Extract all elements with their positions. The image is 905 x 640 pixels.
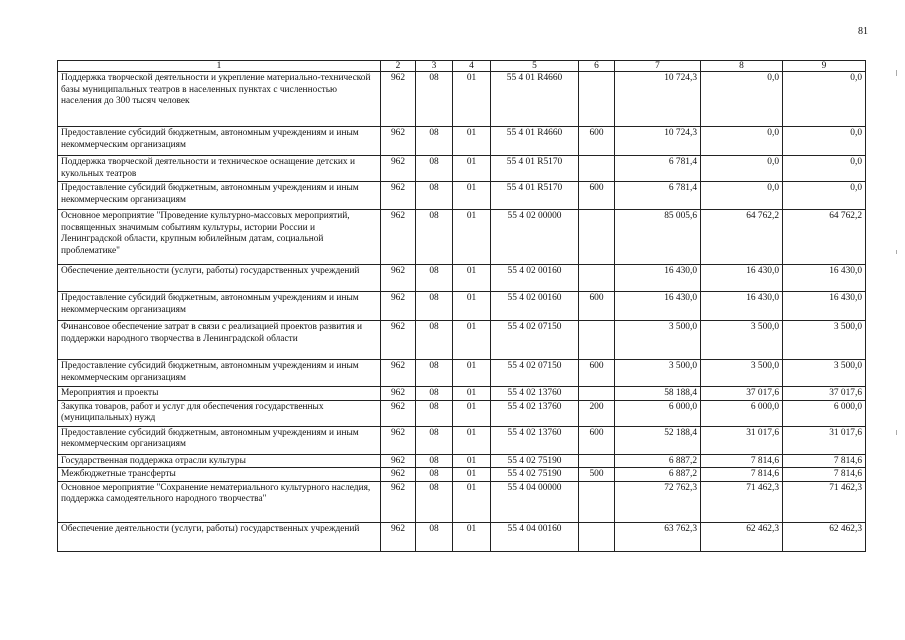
subsection-cell: 01 [453,210,491,265]
target-article-cell: 55 4 02 75190 [491,468,579,482]
amount-col7-cell: 10 724,3 [615,72,701,127]
subsection-cell: 01 [453,292,491,321]
row-name-cell: Обеспечение деятельности (услуги, работы) государственных учреждений [58,265,381,292]
row-name-cell: Межбюджетные трансферты [58,468,381,482]
section-cell: 08 [416,321,453,360]
amount-col8-cell: 71 462,3 [701,481,783,522]
amount-col7-cell: 6 781,4 [615,156,701,182]
amount-col7-cell: 52 188,4 [615,426,701,454]
expense-type-cell [579,321,615,360]
amount-col8-cell: 62 462,3 [701,522,783,551]
table-row [58,400,866,426]
table-row [58,360,866,387]
amount-col8-cell: 0,0 [701,127,783,156]
admin-code-cell: 962 [381,156,416,182]
table-row [58,182,866,210]
expense-type-cell [579,522,615,551]
admin-code-cell: 962 [381,292,416,321]
table-row [58,387,866,401]
row-name-cell: Закупка товаров, работ и услуг для обеспечения государственных (муниципальных) нужд [58,400,381,426]
expense-type-cell [579,210,615,265]
header-cell: 3 [416,61,453,72]
admin-code-cell: 962 [381,400,416,426]
expense-type-cell [579,481,615,522]
subsection-cell: 01 [453,321,491,360]
table-row [58,426,866,454]
amount-col8-cell: 3 500,0 [701,321,783,360]
section-cell: 08 [416,360,453,387]
admin-code-cell: 962 [381,522,416,551]
expense-type-cell: 600 [579,292,615,321]
admin-code-cell: 962 [381,468,416,482]
header-cell: 6 [579,61,615,72]
expense-type-cell [579,265,615,292]
admin-code-cell: 962 [381,210,416,265]
target-article-cell: 55 4 02 75190 [491,454,579,468]
amount-col7-cell: 72 762,3 [615,481,701,522]
table-row [58,156,866,182]
target-article-cell: 55 4 04 00160 [491,522,579,551]
section-cell: 08 [416,127,453,156]
table-row [58,72,866,127]
scan-edge-mark [896,70,897,76]
target-article-cell: 55 4 02 07150 [491,360,579,387]
amount-col8-cell: 31 017,6 [701,426,783,454]
subsection-cell: 01 [453,72,491,127]
row-name-cell: Обеспечение деятельности (услуги, работы) государственных учреждений [58,522,381,551]
subsection-cell: 01 [453,400,491,426]
header-cell: 4 [453,61,491,72]
target-article-cell: 55 4 01 R5170 [491,156,579,182]
amount-col8-cell: 64 762,2 [701,210,783,265]
amount-col8-cell: 16 430,0 [701,292,783,321]
scan-edge-mark [896,430,897,435]
target-article-cell: 55 4 02 13760 [491,400,579,426]
amount-col7-cell: 16 430,0 [615,265,701,292]
table-row [58,292,866,321]
amount-col9-cell: 16 430,0 [783,265,866,292]
target-article-cell: 55 4 02 13760 [491,387,579,401]
amount-col7-cell: 16 430,0 [615,292,701,321]
header-cell: 5 [491,61,579,72]
admin-code-cell: 962 [381,265,416,292]
amount-col9-cell: 7 814,6 [783,454,866,468]
target-article-cell: 55 4 02 13760 [491,426,579,454]
amount-col7-cell: 6 781,4 [615,182,701,210]
scan-edge-mark [896,250,897,254]
amount-col9-cell: 62 462,3 [783,522,866,551]
amount-col7-cell: 6 887,2 [615,468,701,482]
section-cell: 08 [416,182,453,210]
subsection-cell: 01 [453,265,491,292]
expense-type-cell: 600 [579,360,615,387]
section-cell: 08 [416,156,453,182]
amount-col9-cell: 6 000,0 [783,400,866,426]
amount-col7-cell: 63 762,3 [615,522,701,551]
amount-col8-cell: 0,0 [701,72,783,127]
header-row [58,61,866,72]
amount-col9-cell: 37 017,6 [783,387,866,401]
amount-col9-cell: 7 814,6 [783,468,866,482]
target-article-cell: 55 4 01 R4660 [491,72,579,127]
header-cell: 8 [701,61,783,72]
table-row [58,265,866,292]
amount-col7-cell: 6 887,2 [615,454,701,468]
section-cell: 08 [416,292,453,321]
page-number: 81 [858,26,868,37]
row-name-cell: Финансовое обеспечение затрат в связи с реализацией проектов развития и поддержки народного творчества в Ленинградской области [58,321,381,360]
row-name-cell: Предоставление субсидий бюджетным, автономным учреждениям и иным некоммерческим организациям [58,127,381,156]
subsection-cell: 01 [453,156,491,182]
subsection-cell: 01 [453,481,491,522]
amount-col8-cell: 6 000,0 [701,400,783,426]
target-article-cell: 55 4 01 R4660 [491,127,579,156]
row-name-cell: Предоставление субсидий бюджетным, автономным учреждениям и иным некоммерческим организациям [58,182,381,210]
subsection-cell: 01 [453,468,491,482]
amount-col9-cell: 0,0 [783,72,866,127]
section-cell: 08 [416,400,453,426]
admin-code-cell: 962 [381,321,416,360]
amount-col9-cell: 0,0 [783,182,866,210]
header-cell: 9 [783,61,866,72]
target-article-cell: 55 4 02 00160 [491,265,579,292]
admin-code-cell: 962 [381,127,416,156]
subsection-cell: 01 [453,360,491,387]
section-cell: 08 [416,454,453,468]
amount-col9-cell: 16 430,0 [783,292,866,321]
table-row [58,210,866,265]
table-row [58,522,866,551]
amount-col8-cell: 0,0 [701,156,783,182]
expense-type-cell: 500 [579,468,615,482]
header-cell: 2 [381,61,416,72]
amount-col8-cell: 7 814,6 [701,468,783,482]
budget-table [57,60,866,552]
expense-type-cell: 600 [579,182,615,210]
subsection-cell: 01 [453,182,491,210]
amount-col9-cell: 0,0 [783,156,866,182]
admin-code-cell: 962 [381,481,416,522]
admin-code-cell: 962 [381,387,416,401]
section-cell: 08 [416,426,453,454]
amount-col8-cell: 16 430,0 [701,265,783,292]
amount-col9-cell: 71 462,3 [783,481,866,522]
target-article-cell: 55 4 02 00000 [491,210,579,265]
header-cell: 1 [58,61,381,72]
amount-col7-cell: 6 000,0 [615,400,701,426]
section-cell: 08 [416,481,453,522]
section-cell: 08 [416,387,453,401]
target-article-cell: 55 4 04 00000 [491,481,579,522]
row-name-cell: Мероприятия и проекты [58,387,381,401]
amount-col8-cell: 3 500,0 [701,360,783,387]
row-name-cell: Поддержка творческой деятельности и укрепление материально-технической базы муниципальных театров в населенных пунктах с численностью населения до 300 тысяч человек [58,72,381,127]
expense-type-cell: 600 [579,426,615,454]
admin-code-cell: 962 [381,360,416,387]
target-article-cell: 55 4 02 00160 [491,292,579,321]
subsection-cell: 01 [453,127,491,156]
amount-col7-cell: 3 500,0 [615,321,701,360]
amount-col8-cell: 37 017,6 [701,387,783,401]
admin-code-cell: 962 [381,426,416,454]
table-row [58,481,866,522]
expense-type-cell: 200 [579,400,615,426]
amount-col9-cell: 0,0 [783,127,866,156]
amount-col7-cell: 58 188,4 [615,387,701,401]
row-name-cell: Государственная поддержка отрасли культуры [58,454,381,468]
amount-col9-cell: 3 500,0 [783,360,866,387]
amount-col7-cell: 3 500,0 [615,360,701,387]
amount-col7-cell: 10 724,3 [615,127,701,156]
table-row [58,127,866,156]
amount-col8-cell: 0,0 [701,182,783,210]
section-cell: 08 [416,210,453,265]
amount-col7-cell: 85 005,6 [615,210,701,265]
row-name-cell: Поддержка творческой деятельности и техническое оснащение детских и кукольных театров [58,156,381,182]
row-name-cell: Основное мероприятие "Проведение культурно-массовых мероприятий, посвященных значимым событиям культуры, истории России и Ленинградской области, крупным юбилейным датам, социальной проблематике" [58,210,381,265]
admin-code-cell: 962 [381,454,416,468]
amount-col8-cell: 7 814,6 [701,454,783,468]
row-name-cell: Предоставление субсидий бюджетным, автономным учреждениям и иным некоммерческим организациям [58,426,381,454]
expense-type-cell [579,72,615,127]
amount-col9-cell: 31 017,6 [783,426,866,454]
table-row [58,321,866,360]
section-cell: 08 [416,522,453,551]
row-name-cell: Предоставление субсидий бюджетным, автономным учреждениям и иным некоммерческим организациям [58,360,381,387]
subsection-cell: 01 [453,387,491,401]
expense-type-cell: 600 [579,127,615,156]
subsection-cell: 01 [453,522,491,551]
table-row [58,468,866,482]
section-cell: 08 [416,72,453,127]
section-cell: 08 [416,265,453,292]
subsection-cell: 01 [453,454,491,468]
header-cell: 7 [615,61,701,72]
admin-code-cell: 962 [381,72,416,127]
expense-type-cell [579,156,615,182]
row-name-cell: Предоставление субсидий бюджетным, автономным учреждениям и иным некоммерческим организациям [58,292,381,321]
row-name-cell: Основное мероприятие "Сохранение нематериального культурного наследия, поддержка самодеятельного народного творчества" [58,481,381,522]
section-cell: 08 [416,468,453,482]
target-article-cell: 55 4 02 07150 [491,321,579,360]
amount-col9-cell: 3 500,0 [783,321,866,360]
expense-type-cell [579,387,615,401]
subsection-cell: 01 [453,426,491,454]
expense-type-cell [579,454,615,468]
admin-code-cell: 962 [381,182,416,210]
target-article-cell: 55 4 01 R5170 [491,182,579,210]
amount-col9-cell: 64 762,2 [783,210,866,265]
table-row [58,454,866,468]
